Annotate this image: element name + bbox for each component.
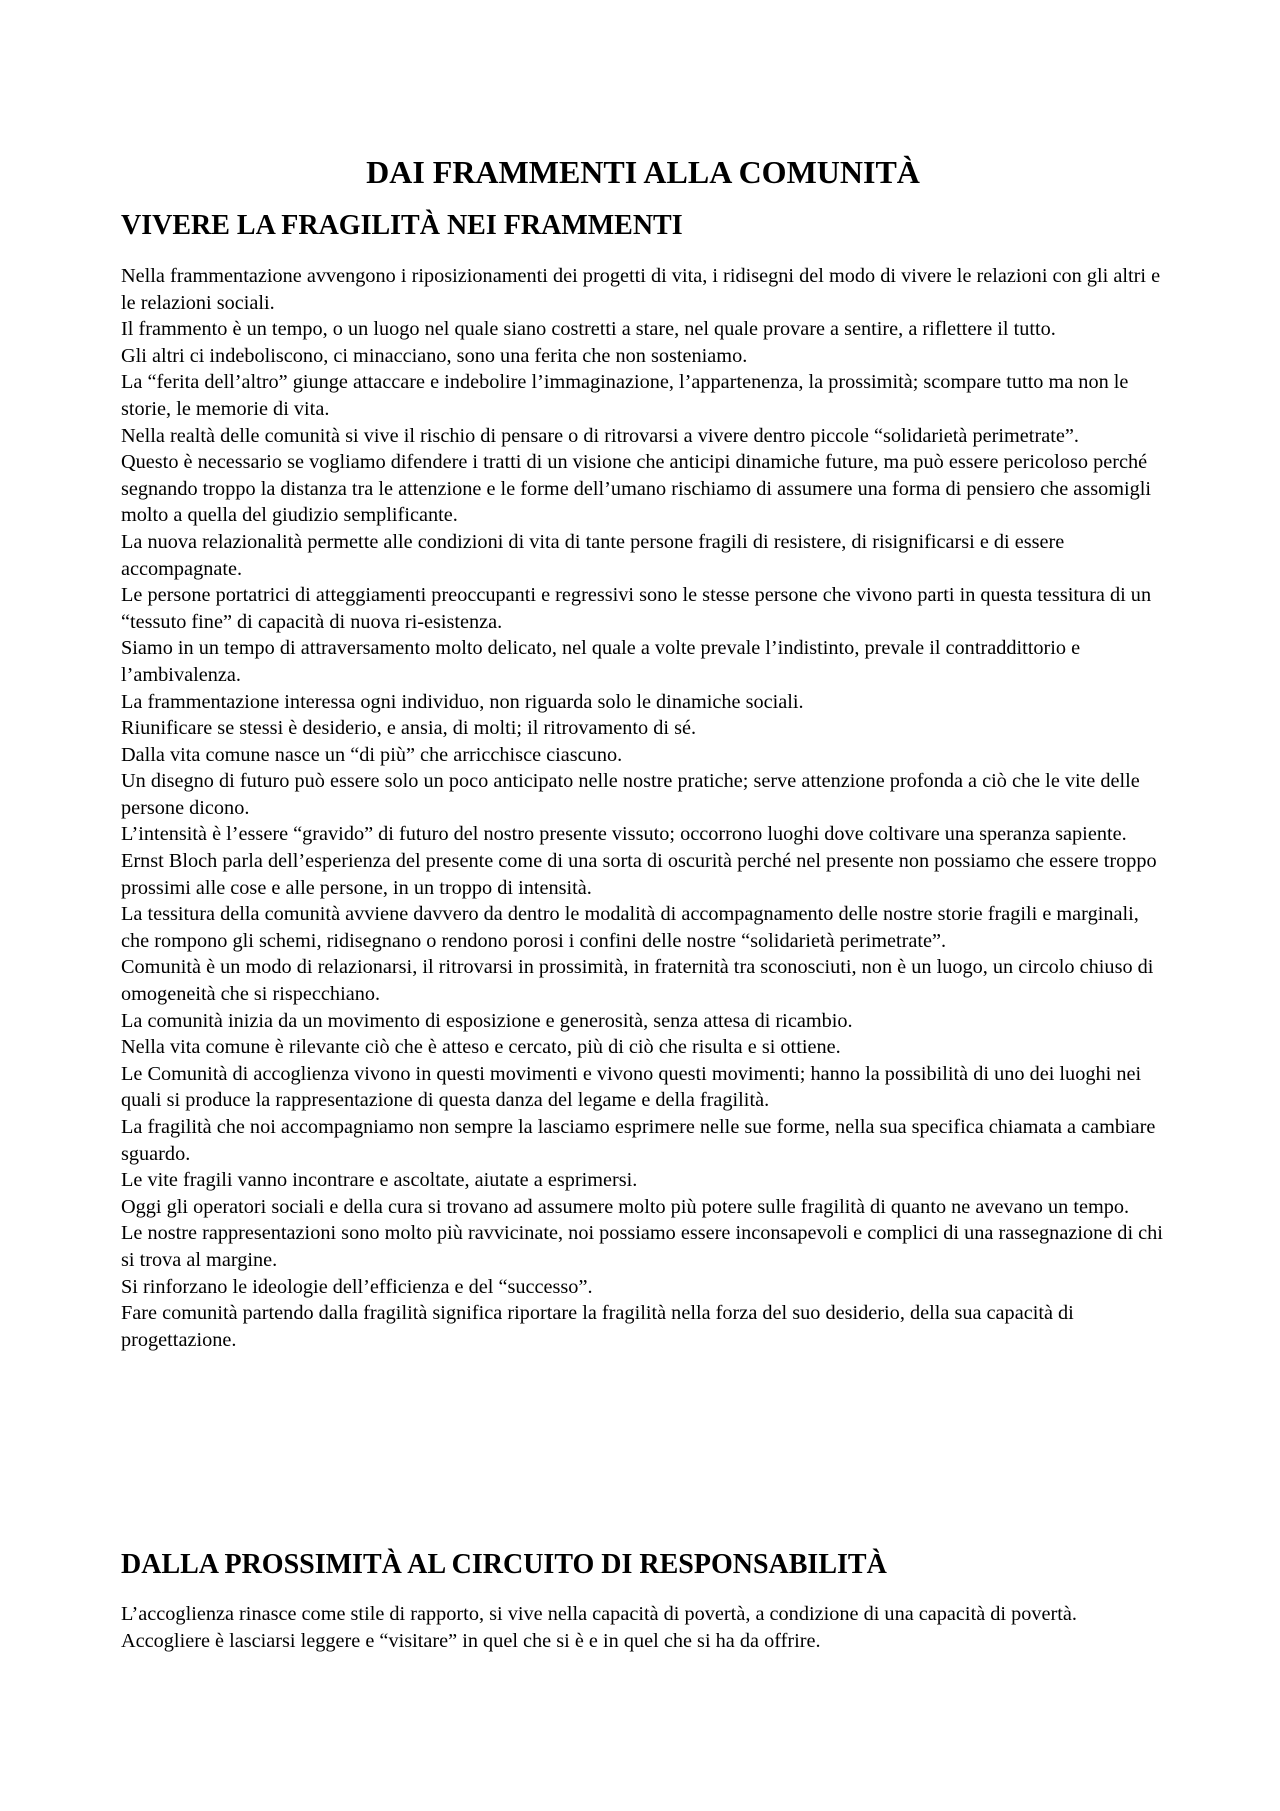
paragraph: Oggi gli operatori sociali e della cura si trovano ad assumere molto più potere sulle fragilità di quanto ne avevano un tempo. [121, 1195, 1130, 1218]
paragraph: La fragilità che noi accompagniamo non sempre la lasciamo esprimere nelle sue forme, nella sua specifica chiamata a cambiare sguardo. [121, 1116, 1156, 1165]
paragraph: Nella vita comune è rilevante ciò che è atteso e cercato, più di ciò che risulta e si ottiene. [121, 1036, 841, 1059]
paragraph: Ernst Bloch parla dell’esperienza del presente come di una sorta di oscurità perché nel presente non possiamo che essere troppo prossimi alle cose e alle persone, in un troppo di intensità. [121, 850, 1157, 899]
paragraph: Nella frammentazione avvengono i riposizionamenti dei progetti di vita, i ridisegni del modo di vivere le relazioni con gli altri e le relazioni sociali. [121, 265, 1161, 314]
document-title: DAI FRAMMENTI ALLA COMUNITÀ [366, 154, 920, 190]
paragraph: La nuova relazionalità permette alle condizioni di vita di tante persone fragili di resistere, di risignificarsi e di essere accompagnate. [121, 530, 1065, 580]
paragraph: La comunità inizia da un movimento di esposizione e generosità, senza attesa di ricambio. [121, 1009, 853, 1032]
paragraph: L’intensità è l’essere “gravido” di futuro del nostro presente vissuto; occorrono luoghi dove coltivare una speranza sapiente. [121, 823, 1127, 846]
paragraph: La tessitura della comunità avviene davvero da dentro le modalità di accompagnamento delle nostre storie fragili e marginali, che rompono gli schemi, ridisegnano o rendono porosi i confini delle nostre “solidarietà perimetrate”. [121, 903, 1139, 952]
paragraph: Il frammento è un tempo, o un luogo nel quale siano costretti a stare, nel quale provare a sentire, a riflettere il tutto. [121, 318, 1056, 341]
section-body [121, 1601, 1165, 1654]
paragraph: Si rinforzano le ideologie dell’efficienza e del “successo”. [121, 1275, 593, 1298]
paragraph: La “ferita dell’altro” giunge attaccare e indebolire l’immaginazione, l’appartenenza, la prossimità; scompare tutto ma non le storie, le memorie di vita. [121, 371, 1129, 420]
paragraph: Nella realtà delle comunità si vive il rischio di pensare o di ritrovarsi a vivere dentro piccole “solidarietà perimetrate”. [121, 424, 1079, 447]
paragraph: Accogliere è lasciarsi leggere e “visitare” in quel che si è e in quel che si ha da offrire. [121, 1629, 821, 1652]
paragraph: Siamo in un tempo di attraversamento molto delicato, nel quale a volte prevale l’indistinto, prevale il contraddittorio e l’ambivalenza. [121, 637, 1081, 686]
paragraph: La frammentazione interessa ogni individuo, non riguarda solo le dinamiche sociali. [121, 690, 804, 713]
paragraph: Dalla vita comune nasce un “di più” che arricchisce ciascuno. [121, 743, 623, 766]
paragraph: Un disegno di futuro può essere solo un poco anticipato nelle nostre pratiche; serve attenzione profonda a ciò che le vite delle persone dicono. [121, 770, 1140, 819]
section-heading: DALLA PROSSIMITÀ AL CIRCUITO DI RESPONSABILITÀ [121, 1549, 887, 1580]
section-body [121, 263, 1165, 1353]
paragraph: Riunificare se stessi è desiderio, e ansia, di molti; il ritrovamento di sé. [121, 717, 697, 740]
section-heading: VIVERE LA FRAGILITÀ NEI FRAMMENTI [121, 210, 683, 241]
paragraph: Le Comunità di accoglienza vivono in questi movimenti e vivono questi movimenti; hanno la possibilità di uno dei luoghi nei quali si produce la rappresentazione di questa danza del legame e della fragilità. [121, 1062, 1142, 1112]
paragraph: Questo è necessario se vogliamo difendere i tratti di un visione che anticipi dinamiche future, ma può essere pericoloso perché segnando troppo la distanza tra le attenzione e le forme dell’umano rischiamo di assumere una forma di pensiero che assomigli molto a quella del giudizio semplificante. [121, 451, 1152, 527]
paragraph: Le persone portatrici di atteggiamenti preoccupanti e regressivi sono le stesse persone che vivono parti in questa tessitura di un “tessuto fine” di capacità di nuova ri-esistenza. [121, 584, 1152, 633]
paragraph: Comunità è un modo di relazionarsi, il ritrovarsi in prossimità, in fraternità tra sconosciuti, non è un luogo, un circolo chiuso di omogeneità che si rispecchiano. [121, 956, 1154, 1006]
paragraph: Fare comunità partendo dalla fragilità significa riportare la fragilità nella forza del suo desiderio, della sua capacità di progettazione. [121, 1302, 1074, 1351]
paragraph: Gli altri ci indeboliscono, ci minacciano, sono una ferita che non sosteniamo. [121, 344, 748, 367]
paragraph: Le nostre rappresentazioni sono molto più ravvicinate, noi possiamo essere inconsapevoli e complici di una rassegnazione di chi si trova al margine. [121, 1222, 1163, 1271]
paragraph: L’accoglienza rinasce come stile di rapporto, si vive nella capacità di povertà, a condizione di una capacità di povertà. [121, 1603, 1078, 1625]
paragraph: Le vite fragili vanno incontrare e ascoltate, aiutate a esprimersi. [121, 1169, 638, 1192]
